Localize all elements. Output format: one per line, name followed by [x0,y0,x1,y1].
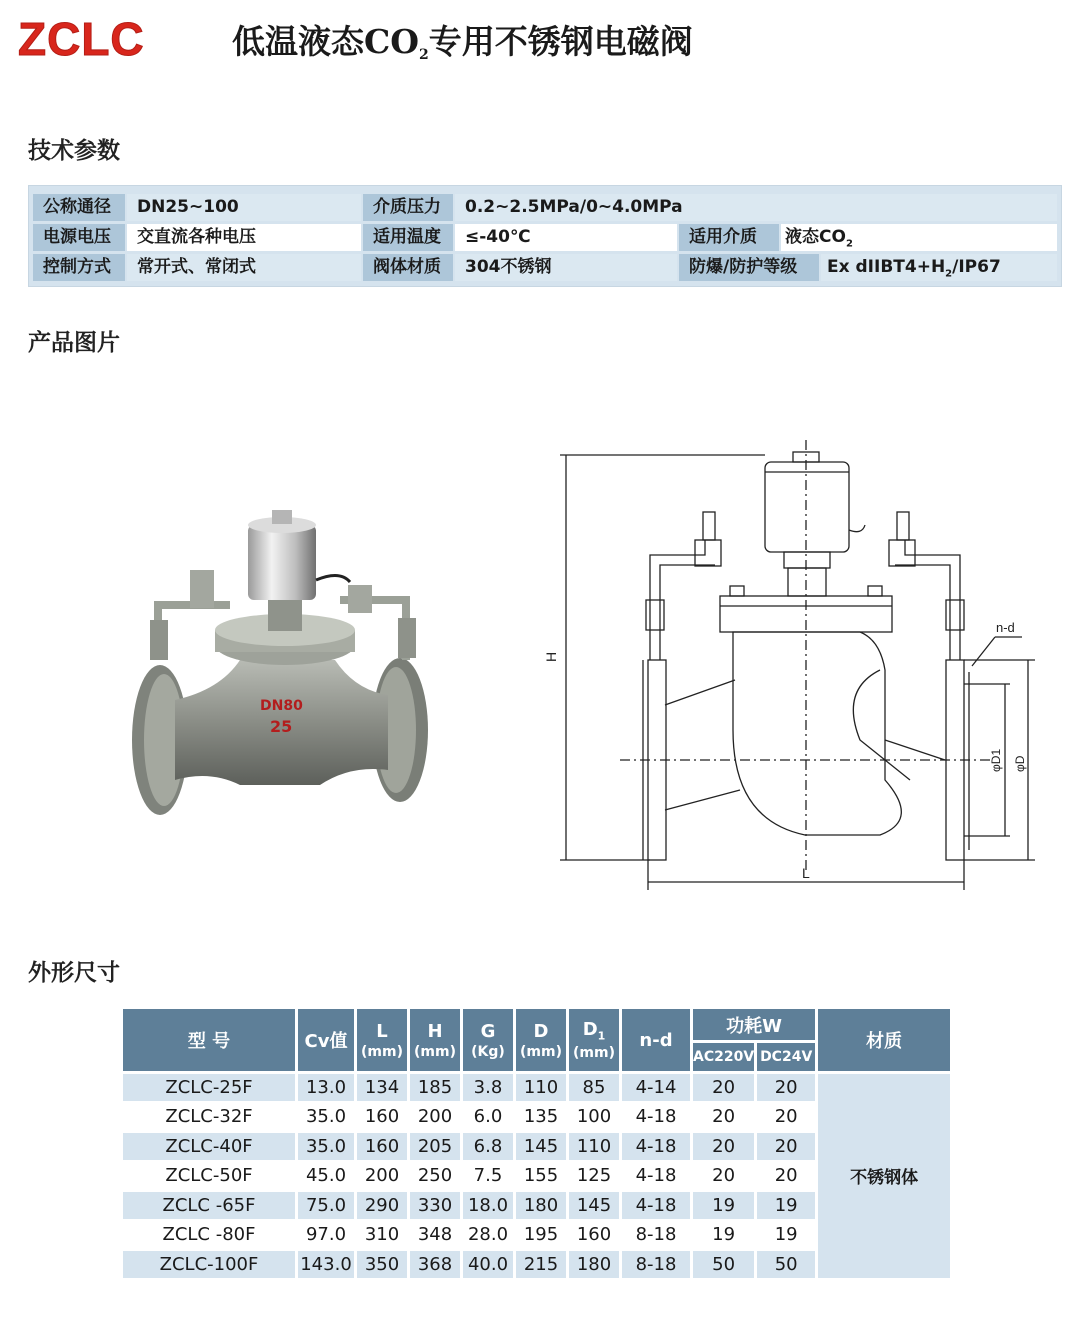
spec-value: 304不锈钢 [455,254,677,281]
cell-d: 110 [516,1074,566,1101]
cell-g: 28.0 [463,1222,513,1249]
cell-cv: 143.0 [298,1251,354,1278]
cell-d1: 85 [569,1074,619,1101]
cell-d: 195 [516,1222,566,1249]
cell-g: 40.0 [463,1251,513,1278]
cell-model: ZCLC-25F [123,1074,295,1101]
spec-value: DN25~100 [127,194,361,221]
spec-label: 电源电压 [33,224,125,251]
cell-cv: 35.0 [298,1104,354,1131]
header-power: 功耗W [693,1009,815,1040]
cell-g: 6.0 [463,1104,513,1131]
cell-d: 215 [516,1251,566,1278]
table-row [123,1074,950,1101]
cell-l: 200 [357,1163,407,1190]
cell-l: 310 [357,1222,407,1249]
header-d1: $D_1$ (mm) [569,1009,619,1071]
cell-d1: 110 [569,1133,619,1160]
cell-l: 350 [357,1251,407,1278]
cell-g: 18.0 [463,1192,513,1219]
cell-g: 7.5 [463,1163,513,1190]
cell-material: 不锈钢体 [818,1074,950,1278]
cell-d: 145 [516,1133,566,1160]
spec-value: ≤-40℃ [455,224,677,251]
cell-l: 134 [357,1074,407,1101]
dim-label-l: L [802,865,810,881]
cell-nd: 4-18 [622,1133,690,1160]
cell-nd: 4-18 [622,1104,690,1131]
cell-ac: 19 [693,1222,754,1249]
cell-h: 330 [410,1192,460,1219]
spec-label: 介质压力 [363,194,453,221]
cell-nd: 4-14 [622,1074,690,1101]
cell-l: 290 [357,1192,407,1219]
header-h: H (mm) [410,1009,460,1071]
spec-row [33,194,1057,221]
cell-model: ZCLC-50F [123,1163,295,1190]
cell-dc: 20 [757,1074,815,1101]
cell-dc: 19 [757,1222,815,1249]
cell-d: 135 [516,1104,566,1131]
cell-h: 205 [410,1133,460,1160]
cell-cv: 35.0 [298,1133,354,1160]
cell-d1: 100 [569,1104,619,1131]
spec-label: 防爆/防护等级 [679,254,819,281]
spec-label: 阀体材质 [363,254,453,281]
cell-g: 3.8 [463,1074,513,1101]
cell-h: 200 [410,1104,460,1131]
cell-dc: 20 [757,1104,815,1131]
header-model: 型 号 [123,1009,295,1071]
cell-g: 6.8 [463,1133,513,1160]
svg-text:DN80: DN80 [260,698,303,714]
dim-label-nd: n-d [996,620,1015,635]
header-ac220v: AC220V [693,1043,754,1071]
spec-label: 适用温度 [363,224,453,251]
cell-model: ZCLC-100F [123,1251,295,1278]
cell-d: 180 [516,1192,566,1219]
cell-h: 185 [410,1074,460,1101]
brand-logo: ZCLC [18,13,145,65]
product-photo [120,500,440,830]
header-g: G (Kg) [463,1009,513,1071]
cell-model: ZCLC-40F [123,1133,295,1160]
cell-l: 160 [357,1133,407,1160]
spec-value: 液态$CO_2$ [781,224,1057,251]
dim-label-d1: φD1 [989,748,1003,772]
dim-label-h: H [543,651,559,662]
spec-value: Ex $dIIBT4+H_2/IP67$ [821,254,1057,281]
cell-h: 250 [410,1163,460,1190]
cell-nd: 8-18 [622,1251,690,1278]
cell-ac: 20 [693,1163,754,1190]
cell-dc: 50 [757,1251,815,1278]
cell-h: 368 [410,1251,460,1278]
cell-model: ZCLC -65F [123,1192,295,1219]
cell-h: 348 [410,1222,460,1249]
cell-d1: 180 [569,1251,619,1278]
cell-nd: 8-18 [622,1222,690,1249]
cell-cv: 97.0 [298,1222,354,1249]
page-title: 低温液态$CO_2$专用不锈钢电磁阀 [232,22,693,63]
header-dc24v: DC24V [757,1043,815,1071]
spec-label: 公称通径 [33,194,125,221]
dim-label-d: φD [1013,755,1027,772]
spec-label: 适用介质 [679,224,779,251]
cell-l: 160 [357,1104,407,1131]
spec-value: 0.2~2.5MPa/0~4.0MPa [455,194,1057,221]
section-title-photo: 产品图片 [28,330,120,356]
cell-dc: 20 [757,1163,815,1190]
spec-value: 常开式、常闭式 [127,254,361,281]
header-l: L (mm) [357,1009,407,1071]
cell-d1: 125 [569,1163,619,1190]
cell-ac: 19 [693,1192,754,1219]
technical-drawing [540,440,1040,890]
cell-d: 155 [516,1163,566,1190]
cell-ac: 20 [693,1133,754,1160]
cell-nd: 4-18 [622,1163,690,1190]
cell-ac: 20 [693,1104,754,1131]
cell-cv: 75.0 [298,1192,354,1219]
header-cv: Cv值 [298,1009,354,1071]
header-d: D (mm) [516,1009,566,1071]
cell-cv: 13.0 [298,1074,354,1101]
dimension-table [120,1006,953,1281]
spec-row [33,224,1057,251]
cell-d1: 145 [569,1192,619,1219]
header-nd: n-d [622,1009,690,1071]
cell-cv: 45.0 [298,1163,354,1190]
cell-ac: 50 [693,1251,754,1278]
spec-row [33,254,1057,281]
cell-ac: 20 [693,1074,754,1101]
section-title-tech: 技术参数 [28,138,120,164]
spec-value: 交直流各种电压 [127,224,361,251]
cell-nd: 4-18 [622,1192,690,1219]
section-title-dimensions: 外形尺寸 [28,960,120,986]
cell-dc: 20 [757,1133,815,1160]
spec-label: 控制方式 [33,254,125,281]
cell-d1: 160 [569,1222,619,1249]
header-material: 材质 [818,1009,950,1071]
svg-text:25: 25 [270,717,293,736]
cell-model: ZCLC -80F [123,1222,295,1249]
spec-table [28,185,1062,287]
cell-model: ZCLC-32F [123,1104,295,1131]
cell-dc: 19 [757,1192,815,1219]
